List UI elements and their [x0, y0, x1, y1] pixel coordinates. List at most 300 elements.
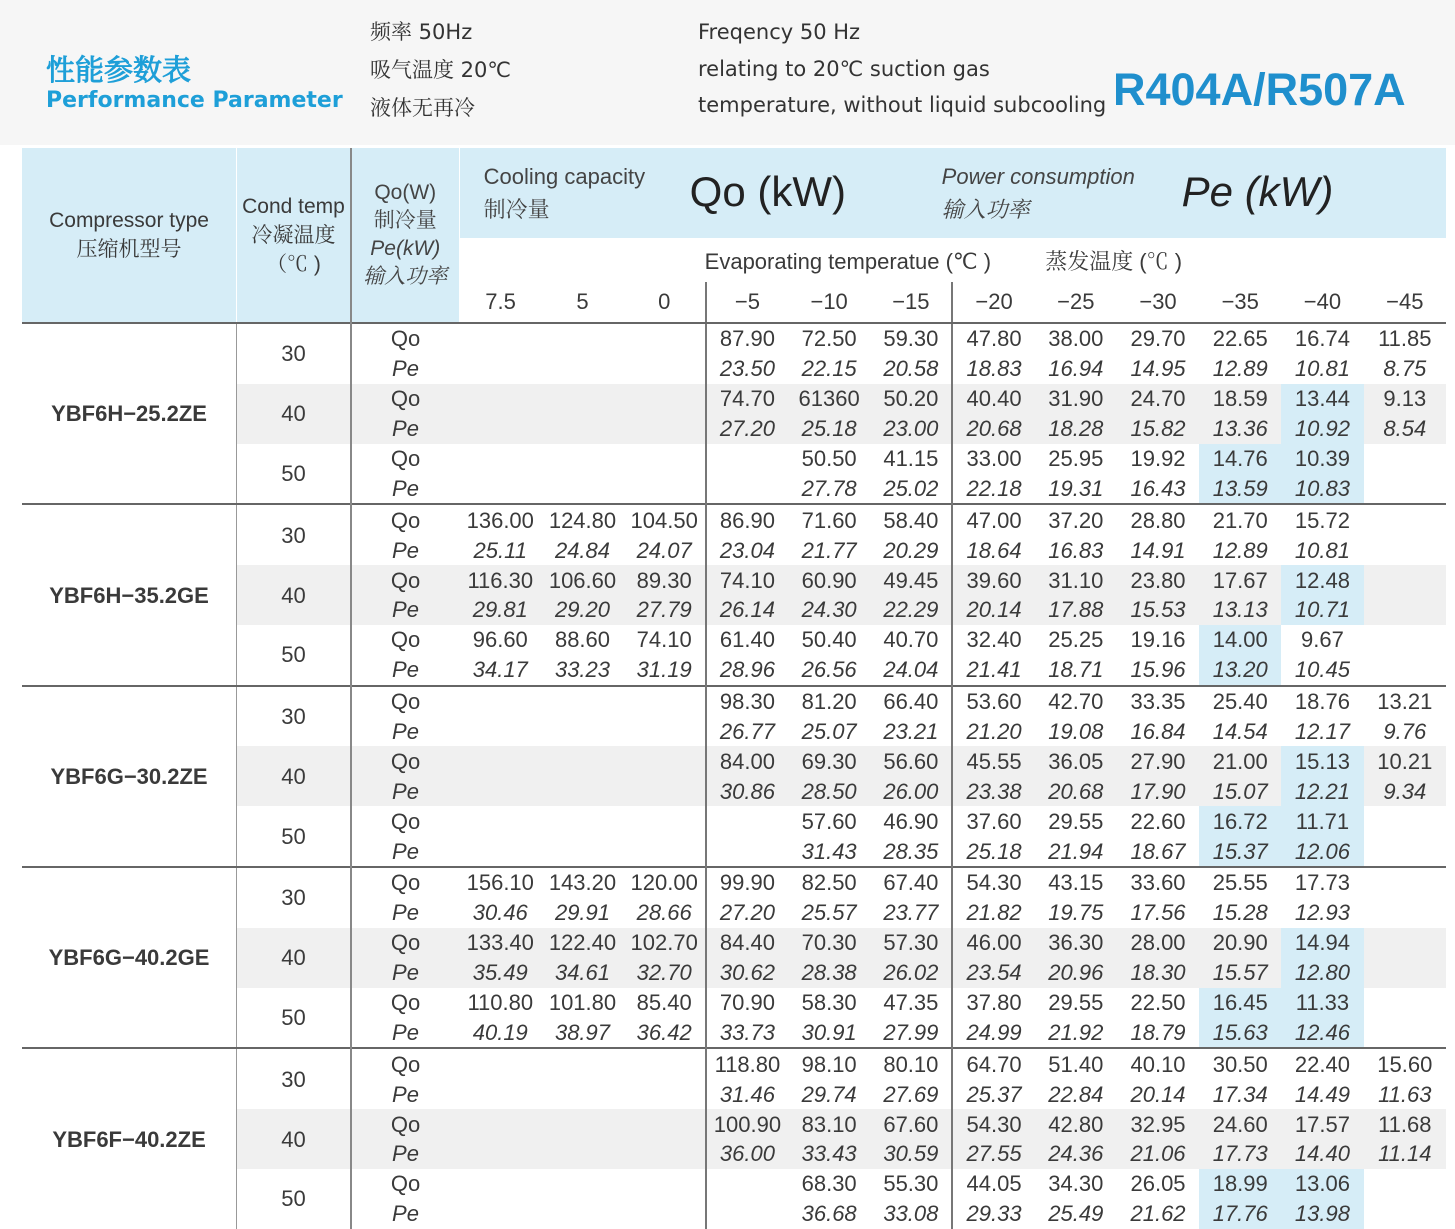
qo-value-cell: 37.80 — [952, 988, 1034, 1018]
pe-value-cell: 12.89 — [1212, 537, 1268, 563]
qo-value-cell: 99.90 — [706, 867, 788, 898]
cond-temp-cell: 40 — [237, 746, 351, 806]
pe-value-cell: 20.68 — [1035, 776, 1117, 806]
qo-value-cell: 67.40 — [870, 867, 952, 898]
qo-value-cell: 101.80 — [548, 990, 617, 1016]
pe-value-cell: 20.58 — [883, 356, 939, 382]
condition-cn-subcooling: 液体无再冷 — [370, 96, 475, 120]
pe-value-cell — [541, 776, 623, 806]
qo-value-cell — [541, 746, 623, 776]
qo-label: Qo — [351, 686, 459, 717]
pe-value-cell: 18.71 — [1048, 657, 1104, 683]
qo-value-cell: 37.20 — [1035, 504, 1117, 535]
pe-value-cell: 24.99 — [952, 1017, 1034, 1048]
header-qo-cn: 制冷量 — [373, 209, 437, 232]
qo-value-cell: 30.50 — [1199, 1048, 1281, 1079]
pe-label: Pe — [351, 595, 459, 625]
cond-temp-cell: 30 — [237, 686, 351, 747]
qo-value-cell: 56.60 — [870, 746, 952, 776]
pe-value-cell: 12.80 — [1281, 958, 1363, 988]
qo-value-cell: 22.50 — [1130, 990, 1186, 1016]
qo-value-cell — [624, 806, 706, 836]
pe-value-cell: 27.69 — [883, 1081, 939, 1107]
pe-value-cell: 33.23 — [554, 657, 611, 683]
pe-value-cell — [541, 1199, 623, 1229]
qo-value-cell: 16.74 — [1281, 323, 1363, 354]
qo-value-cell: 122.40 — [541, 928, 623, 958]
pe-value-cell — [459, 717, 541, 747]
pe-value-cell: 20.68 — [952, 414, 1034, 444]
qo-value-cell: 17.73 — [1281, 867, 1363, 898]
pe-value-cell — [541, 354, 623, 384]
pe-value-cell — [459, 473, 541, 504]
pe-value-cell: 30.59 — [870, 1139, 952, 1169]
qo-value-cell: 38.00 — [1035, 323, 1117, 354]
pe-value-cell: 21.82 — [952, 898, 1034, 928]
qo-value-cell: 25.55 — [1199, 867, 1281, 898]
pe-value-cell — [624, 473, 706, 504]
pe-value-cell: 20.96 — [1035, 958, 1117, 988]
evap-temp-3: −5 — [706, 282, 788, 323]
qo-value-cell: 50.20 — [870, 384, 952, 414]
pe-value-cell: 31.43 — [801, 838, 857, 864]
cond-temp-cell: 30 — [237, 504, 351, 565]
pe-value-cell: 15.53 — [1117, 595, 1199, 625]
pe-value-cell: 26.02 — [870, 958, 952, 988]
qo-value-cell — [624, 1048, 706, 1079]
qo-value-cell: 11.85 — [1364, 323, 1446, 354]
pe-value-cell: 25.18 — [788, 414, 870, 444]
qo-value-cell: 71.60 — [788, 504, 870, 535]
pe-value-cell: 25.02 — [883, 475, 939, 501]
qo-value-cell: 124.80 — [541, 504, 623, 535]
pe-value-cell: 23.21 — [883, 719, 939, 745]
pe-value-cell: 24.07 — [636, 537, 692, 563]
header-cond-en: Cond temp — [242, 194, 345, 218]
pe-value-cell: 28.66 — [636, 900, 692, 926]
qo-label: Qo — [351, 1048, 459, 1079]
pe-value-cell — [624, 1139, 706, 1169]
qo-value-cell: 57.30 — [870, 928, 952, 958]
pe-value-cell: 15.63 — [1199, 1017, 1281, 1048]
qo-value-cell — [624, 384, 706, 414]
pe-value-cell: 9.34 — [1364, 776, 1446, 806]
qo-value-cell: 10.21 — [1364, 746, 1446, 776]
qo-value-cell: 55.30 — [883, 1171, 939, 1197]
pe-value-cell: 35.49 — [459, 958, 541, 988]
qo-value-cell: 25.25 — [1048, 627, 1104, 653]
qo-label: Qo — [351, 1109, 459, 1139]
qo-value-cell: 61360 — [788, 384, 870, 414]
pe-value-cell: 10.71 — [1281, 595, 1363, 625]
capacity-header-wrap — [460, 148, 1446, 238]
pe-value-cell: 22.29 — [870, 595, 952, 625]
qo-value-cell: 42.70 — [1035, 686, 1117, 717]
qo-value-cell: 22.40 — [1281, 1048, 1363, 1079]
pe-value-cell: 12.46 — [1281, 1017, 1363, 1048]
qo-value-cell: 11.71 — [1281, 806, 1363, 836]
evap-temp-5: −15 — [870, 282, 952, 323]
qo-value-cell: 28.80 — [1117, 504, 1199, 535]
table-row — [22, 625, 1446, 655]
qo-value-cell — [459, 806, 541, 836]
pe-value-cell — [1364, 655, 1446, 686]
qo-value-cell: 120.00 — [624, 867, 706, 898]
pe-value-cell: 14.54 — [1212, 719, 1268, 745]
pe-value-cell: 29.74 — [801, 1081, 857, 1107]
qo-value-cell — [1364, 806, 1446, 836]
header-cond-cn: 冷凝温度 — [251, 223, 336, 247]
pe-value-cell: 22.18 — [952, 473, 1034, 504]
qo-value-cell: 18.59 — [1199, 384, 1281, 414]
qo-value-cell: 19.92 — [1130, 446, 1186, 471]
pe-value-cell: 13.36 — [1199, 414, 1281, 444]
evap-temp-11: −45 — [1364, 282, 1446, 323]
pe-label: Pe — [351, 1139, 459, 1169]
qo-value-cell: 34.30 — [1048, 1171, 1104, 1197]
table-row — [22, 806, 1446, 836]
pe-value-cell: 28.35 — [883, 838, 939, 864]
pe-value-cell: 15.07 — [1199, 776, 1281, 806]
qo-value-cell: 98.10 — [788, 1048, 870, 1079]
pe-value-cell: 29.33 — [952, 1199, 1034, 1229]
pe-value-cell: 12.17 — [1294, 719, 1350, 745]
pe-value-cell: 15.82 — [1117, 414, 1199, 444]
pe-value-cell — [1364, 535, 1446, 565]
pe-value-cell: 31.46 — [706, 1079, 788, 1109]
qo-value-cell: 156.10 — [459, 867, 541, 898]
qo-value-cell: 136.00 — [459, 504, 541, 535]
qo-value-cell: 15.72 — [1281, 504, 1363, 535]
pe-value-cell: 8.75 — [1383, 356, 1427, 382]
qo-value-cell: 46.00 — [952, 928, 1034, 958]
qo-value-cell: 106.60 — [541, 565, 623, 595]
pe-label: Pe — [392, 900, 419, 926]
qo-value-cell: 14.94 — [1281, 928, 1363, 958]
pe-value-cell — [459, 1139, 541, 1169]
pe-value-cell: 34.61 — [541, 958, 623, 988]
pe-value-cell: 10.83 — [1281, 473, 1363, 504]
pe-value-cell — [541, 717, 623, 747]
qo-value-cell: 67.60 — [870, 1109, 952, 1139]
condition-en-suction: relating to 20℃ suction gas — [698, 57, 990, 81]
pe-value-cell: 11.63 — [1378, 1081, 1432, 1107]
pe-value-cell: 25.18 — [952, 836, 1034, 867]
qo-value-cell: 14.00 — [1199, 625, 1281, 655]
pe-value-cell — [541, 414, 623, 444]
pe-value-cell: 30.62 — [706, 958, 788, 988]
pe-value-cell: 17.56 — [1130, 900, 1186, 926]
qo-value-cell: 133.40 — [459, 928, 541, 958]
qo-label: Qo — [351, 384, 459, 414]
qo-value-cell: 45.55 — [952, 746, 1034, 776]
qo-value-cell: 84.40 — [706, 928, 788, 958]
pe-value-cell: 25.11 — [473, 537, 527, 563]
pe-value-cell — [624, 717, 706, 747]
cond-temp-cell: 50 — [237, 1169, 351, 1229]
qo-value-cell: 13.44 — [1281, 384, 1363, 414]
qo-value-cell: 9.13 — [1364, 384, 1446, 414]
pe-value-cell: 33.73 — [706, 1017, 788, 1048]
evap-temp-label-en: Evaporating temperatue (℃ ) — [704, 248, 992, 274]
pe-label: Pe — [392, 537, 419, 563]
cond-temp-cell: 50 — [237, 444, 351, 505]
refrigerant-label: R404A/R507A — [1113, 64, 1406, 115]
pe-value-cell: 20.14 — [1130, 1081, 1186, 1107]
qo-value-cell: 57.60 — [801, 808, 857, 834]
pe-value-cell: 12.21 — [1281, 776, 1363, 806]
pe-value-cell: 10.45 — [1294, 657, 1350, 683]
qo-value-cell: 13.06 — [1281, 1169, 1363, 1199]
qo-value-cell: 143.20 — [541, 867, 623, 898]
table-row — [22, 565, 1446, 595]
pe-value-cell: 28.96 — [706, 655, 788, 686]
qo-value-cell: 25.40 — [1199, 686, 1281, 717]
qo-value-cell — [541, 1109, 623, 1139]
qo-value-cell: 31.10 — [1035, 565, 1117, 595]
qo-value-cell: 98.30 — [706, 686, 788, 717]
qo-value-cell — [541, 384, 623, 414]
pe-label: Pe — [392, 838, 419, 864]
qo-value-cell: 74.10 — [636, 627, 692, 653]
qo-value-cell: 37.60 — [952, 806, 1034, 836]
qo-value-cell — [1364, 444, 1446, 474]
condition-cn-frequency: 频率 50Hz — [370, 20, 473, 44]
qo-value-cell: 61.40 — [706, 625, 788, 655]
qo-value-cell: 28.00 — [1117, 928, 1199, 958]
qo-label: Qo — [351, 504, 459, 535]
pe-value-cell: 13.98 — [1281, 1199, 1363, 1229]
qo-value-cell: 33.60 — [1117, 867, 1199, 898]
power-consumption-label — [942, 160, 1135, 226]
pe-value-cell: 9.76 — [1383, 719, 1427, 745]
cooling-capacity-label — [484, 160, 645, 226]
qo-value-cell — [541, 806, 623, 836]
cond-temp-cell: 40 — [237, 565, 351, 625]
pe-value-cell: 38.97 — [554, 1019, 611, 1045]
pe-label: Pe — [392, 719, 419, 745]
qo-value-cell: 47.35 — [883, 990, 939, 1016]
qo-value-cell: 14.76 — [1199, 444, 1281, 474]
pe-value-cell: 24.84 — [554, 537, 611, 563]
qo-value-cell: 9.67 — [1301, 627, 1344, 653]
qo-value-cell — [1364, 928, 1446, 958]
pe-value-cell: 14.91 — [1130, 537, 1186, 563]
evap-temp-8: −30 — [1117, 282, 1199, 323]
pe-value-cell — [459, 776, 541, 806]
pe-value-cell — [624, 1199, 706, 1229]
qo-value-cell: 46.90 — [883, 808, 939, 834]
qo-value-cell: 24.60 — [1199, 1109, 1281, 1139]
power-consumption-en: Power consumption — [941, 164, 1135, 189]
header-qo-en: Qo(W) — [374, 181, 437, 204]
pe-value-cell: 16.43 — [1130, 475, 1186, 501]
pe-label: Pe — [392, 475, 419, 501]
header-compressor-cn: 压缩机型号 — [76, 238, 182, 261]
qo-value-cell — [541, 1048, 623, 1079]
pe-value-cell: 33.08 — [883, 1201, 939, 1227]
table-row — [22, 928, 1446, 958]
qo-label: Qo — [390, 1171, 421, 1197]
pe-value-cell: 24.30 — [788, 595, 870, 625]
pe-value-cell: 10.81 — [1294, 537, 1350, 563]
qo-value-cell: 32.95 — [1117, 1109, 1199, 1139]
pe-value-cell: 27.99 — [883, 1019, 939, 1045]
pe-value-cell: 13.20 — [1199, 655, 1281, 686]
pe-value-cell: 26.00 — [870, 776, 952, 806]
pe-value-cell: 40.19 — [472, 1019, 528, 1045]
pe-value-cell: 23.04 — [706, 535, 788, 565]
qo-label: Qo — [390, 627, 421, 653]
pe-value-cell: 10.92 — [1281, 414, 1363, 444]
pe-value-cell: 30.91 — [801, 1019, 857, 1045]
table-row — [22, 867, 1446, 898]
pe-value-cell: 16.94 — [1048, 356, 1104, 382]
qo-value-cell: 42.80 — [1035, 1109, 1117, 1139]
header-pe-cn: 输入功率 — [363, 265, 448, 288]
pe-value-cell — [1364, 1199, 1446, 1229]
qo-value-cell — [624, 444, 706, 474]
qo-value-cell: 84.00 — [706, 746, 788, 776]
qo-value-cell: 20.90 — [1199, 928, 1281, 958]
pe-value-cell: 25.49 — [1048, 1201, 1104, 1227]
pe-value-cell: 31.19 — [636, 657, 692, 683]
qo-value-cell: 74.10 — [706, 565, 788, 595]
pe-value-cell: 29.20 — [541, 595, 623, 625]
evap-temp-1: 5 — [541, 282, 623, 323]
qo-value-cell — [706, 1169, 788, 1199]
qo-value-cell: 68.30 — [801, 1171, 857, 1197]
pe-value-cell: 18.67 — [1130, 838, 1186, 864]
pe-value-cell: 23.77 — [883, 900, 939, 926]
qo-value-cell: 54.30 — [952, 1109, 1034, 1139]
pe-value-cell — [541, 1139, 623, 1169]
pe-value-cell: 17.34 — [1212, 1081, 1268, 1107]
qo-value-cell — [706, 806, 788, 836]
qo-label: Qo — [390, 808, 421, 834]
pe-value-cell: 14.49 — [1294, 1081, 1350, 1107]
qo-value-cell: 13.21 — [1364, 686, 1446, 717]
header-pe-en: Pe(kW) — [370, 237, 441, 260]
qo-value-cell: 47.80 — [952, 323, 1034, 354]
pe-value-cell: 20.29 — [883, 537, 939, 563]
qo-value-cell — [541, 444, 623, 474]
header-cond-unit: （℃ ) — [266, 252, 321, 276]
pe-value-cell: 15.28 — [1212, 900, 1268, 926]
qo-value-cell: 83.10 — [788, 1109, 870, 1139]
evap-temp-6: −20 — [952, 282, 1034, 323]
pe-value-cell: 23.54 — [952, 958, 1034, 988]
pe-value-cell: 8.54 — [1364, 414, 1446, 444]
qo-value-cell: 22.60 — [1130, 808, 1186, 834]
qo-value-cell: 59.30 — [870, 323, 952, 354]
pe-value-cell: 20.14 — [952, 595, 1034, 625]
pe-value-cell: 14.40 — [1281, 1139, 1363, 1169]
qo-value-cell: 88.60 — [554, 627, 611, 653]
pe-value-cell: 24.36 — [1035, 1139, 1117, 1169]
header-row-capacity — [22, 148, 1446, 238]
pe-value-cell: 28.50 — [788, 776, 870, 806]
qo-value-cell: 74.70 — [706, 384, 788, 414]
header-cond-temp — [237, 148, 351, 323]
page-title-en: Performance Parameter — [46, 88, 343, 113]
condition-cn-suction: 吸气温度 20℃ — [370, 58, 511, 82]
qo-value-cell: 110.80 — [467, 990, 534, 1016]
qo-value-cell: 70.90 — [706, 988, 788, 1018]
cond-temp-cell: 50 — [237, 806, 351, 867]
cooling-capacity-en: Cooling capacity — [483, 164, 646, 189]
qo-value-cell: 17.57 — [1281, 1109, 1363, 1139]
qo-value-cell: 40.70 — [883, 627, 939, 653]
cooling-capacity-unit: Qo (kW) — [689, 168, 846, 215]
evap-temp-4: −10 — [788, 282, 870, 323]
pe-value-cell: 26.77 — [706, 717, 788, 747]
pe-value-cell: 17.73 — [1199, 1139, 1281, 1169]
table-row — [22, 746, 1446, 776]
pe-label: Pe — [351, 958, 459, 988]
pe-value-cell: 34.17 — [472, 657, 528, 683]
qo-value-cell: 50.50 — [801, 446, 857, 471]
qo-value-cell: 21.70 — [1199, 504, 1281, 535]
model-name: YBF6G−30.2ZE — [22, 686, 237, 867]
pe-value-cell: 13.59 — [1199, 473, 1281, 504]
qo-value-cell: 12.48 — [1281, 565, 1363, 595]
qo-value-cell: 27.90 — [1117, 746, 1199, 776]
qo-value-cell: 81.20 — [788, 686, 870, 717]
pe-value-cell: 33.43 — [788, 1139, 870, 1169]
pe-value-cell: 25.57 — [801, 900, 857, 926]
qo-value-cell: 47.00 — [952, 504, 1034, 535]
table-row — [22, 444, 1446, 474]
pe-value-cell: 17.90 — [1117, 776, 1199, 806]
pe-value-cell: 18.30 — [1117, 958, 1199, 988]
pe-value-cell — [459, 836, 541, 867]
qo-value-cell: 54.30 — [952, 867, 1034, 898]
qo-value-cell: 29.55 — [1048, 990, 1104, 1016]
qo-value-cell — [1364, 565, 1446, 595]
pe-value-cell — [541, 1079, 623, 1109]
pe-value-cell — [1364, 595, 1446, 625]
qo-value-cell — [541, 1169, 623, 1199]
pe-value-cell: 24.04 — [883, 657, 939, 683]
model-name: YBF6G−40.2GE — [22, 867, 237, 1048]
qo-value-cell — [624, 746, 706, 776]
qo-value-cell — [624, 323, 706, 354]
pe-value-cell: 29.81 — [459, 595, 541, 625]
qo-value-cell — [624, 1169, 706, 1199]
pe-value-cell: 12.93 — [1294, 900, 1350, 926]
pe-value-cell: 18.28 — [1035, 414, 1117, 444]
qo-value-cell: 102.70 — [624, 928, 706, 958]
qo-value-cell: 22.65 — [1199, 323, 1281, 354]
pe-value-cell: 15.57 — [1199, 958, 1281, 988]
pe-value-cell: 21.20 — [952, 717, 1034, 747]
qo-value-cell: 16.45 — [1199, 988, 1281, 1018]
qo-value-cell — [459, 1048, 541, 1079]
evap-temp-7: −25 — [1035, 282, 1117, 323]
pe-value-cell: 25.37 — [952, 1079, 1034, 1109]
pe-value-cell — [1364, 1017, 1446, 1048]
qo-value-cell: 25.95 — [1048, 446, 1104, 471]
table-body — [22, 148, 1446, 1229]
pe-value-cell: 15.96 — [1130, 657, 1186, 683]
pe-label: Pe — [392, 356, 419, 382]
pe-value-cell — [459, 1199, 541, 1229]
pe-value-cell: 21.77 — [801, 537, 857, 563]
qo-value-cell — [1364, 1169, 1446, 1199]
cond-temp-cell: 40 — [237, 1109, 351, 1169]
pe-value-cell: 28.38 — [788, 958, 870, 988]
